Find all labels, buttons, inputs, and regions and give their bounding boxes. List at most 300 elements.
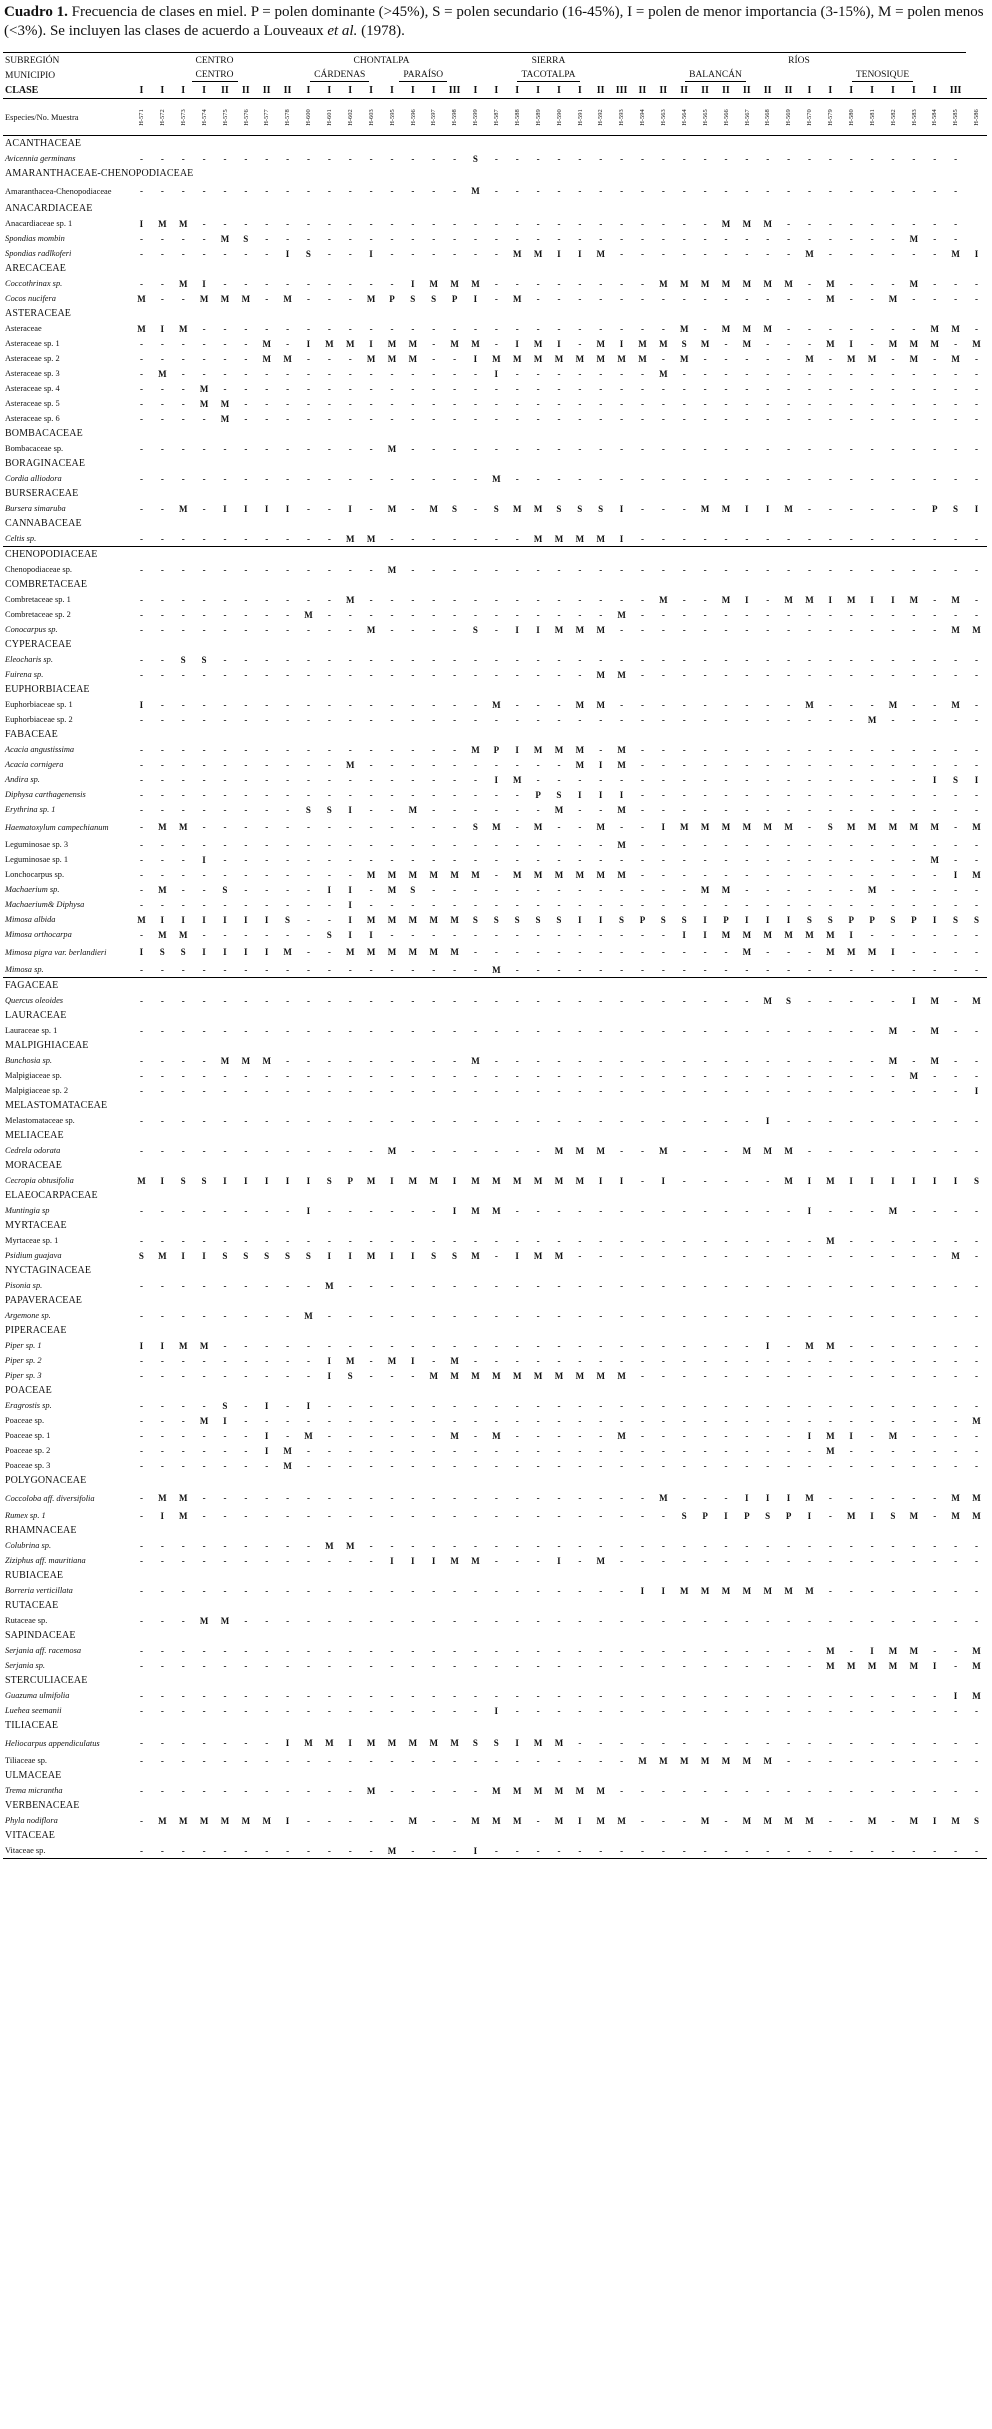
frequency-cell: - [181,699,185,710]
frequency-cell: - [348,1555,352,1566]
frequency-cell: - [849,1115,853,1126]
frequency-cell: M [554,1785,564,1796]
sample-number: H-575 [221,109,229,126]
frequency-cell: - [703,1310,707,1321]
frequency-cell: - [348,1785,352,1796]
frequency-cell: - [306,1070,310,1081]
frequency-cell: - [369,1115,373,1126]
frequency-cell: - [766,1460,770,1471]
frequency-cell: - [620,1250,624,1261]
frequency-cell: - [766,1055,770,1066]
family-row [3,547,987,563]
frequency-cell: I [953,1690,958,1701]
frequency-cell: - [661,624,665,635]
frequency-cell: - [661,1355,665,1366]
species-name: Mimosa pigra var. berlandieri [5,947,107,957]
frequency-cell: M [617,609,626,620]
frequency-cell: - [870,1755,874,1766]
frequency-cell: - [975,1400,978,1411]
species-row [3,1703,987,1718]
clase-cell: II [757,83,778,99]
frequency-cell: - [306,995,310,1006]
frequency-cell: - [682,1025,686,1036]
species-name: Poaceae sp. 1 [5,1431,51,1440]
frequency-cell: - [306,353,310,364]
family-row [3,166,987,181]
frequency-cell: - [432,398,436,409]
frequency-cell: - [703,774,707,785]
frequency-cell: M [450,1430,459,1441]
frequency-cell: - [348,185,352,196]
clase-cell: II [695,83,716,99]
frequency-cell: M [575,869,585,880]
frequency-cell: - [620,443,624,454]
frequency-cell: - [578,185,582,196]
frequency-cell: M [951,699,960,710]
species-row [3,1173,987,1188]
frequency-cell: M [158,368,167,379]
frequency-cell: - [766,1615,770,1626]
frequency-cell: - [912,1430,916,1441]
frequency-cell: - [223,624,227,635]
frequency-cell: M [721,1585,731,1596]
frequency-cell: - [620,995,624,1006]
frequency-cell: - [578,821,582,832]
frequency-cell: I [974,1085,979,1096]
frequency-cell: M [596,1145,605,1156]
frequency-cell: - [661,503,665,514]
frequency-cell: - [494,278,498,289]
frequency-cell: - [849,995,853,1006]
frequency-cell: - [160,1370,164,1381]
frequency-cell: - [181,1460,185,1471]
frequency-cell: - [578,714,582,725]
frequency-cell: - [369,564,373,575]
frequency-cell: - [954,789,958,800]
frequency-cell: - [695,1843,716,1859]
frequency-cell: - [390,995,394,1006]
sample-header-cell [736,99,757,136]
frequency-cell: - [327,914,331,925]
frequency-cell: - [223,744,227,755]
sample-header-cell [945,99,966,136]
frequency-cell: - [181,233,185,244]
family-name: BURSERACEAE [5,488,79,499]
clase-cell: II [736,83,757,99]
frequency-cell: - [494,293,498,304]
frequency-cell: M [972,1492,981,1503]
frequency-cell: - [828,624,832,635]
frequency-cell: M [199,398,209,409]
frequency-cell: - [348,839,352,850]
frequency-cell: - [954,1755,958,1766]
frequency-cell: - [870,624,874,635]
frequency-cell: - [557,153,561,164]
frequency-cell: - [891,1555,895,1566]
frequency-cell: - [578,669,582,680]
frequency-cell: - [807,533,811,544]
family-name: MORACEAE [5,1160,62,1171]
frequency-cell: M [408,1175,418,1186]
frequency-cell: - [327,821,331,832]
frequency-cell: - [640,1175,644,1186]
frequency-cell: - [411,1280,415,1291]
frequency-cell: - [139,1445,143,1456]
frequency-cell: - [766,368,770,379]
frequency-cell: - [181,443,185,454]
frequency-cell: - [265,804,269,815]
species-row [3,1083,987,1098]
frequency-cell: - [244,383,248,394]
frequency-cell: - [265,368,269,379]
species-row [3,231,987,246]
frequency-cell: - [432,1070,436,1081]
frequency-cell: - [265,1070,269,1081]
frequency-cell: - [682,1815,686,1826]
frequency-cell: - [703,1690,707,1701]
species-row [3,1278,987,1293]
frequency-cell: - [703,1555,707,1566]
frequency-cell: - [202,1645,206,1656]
family-name: MYRTACEAE [5,1220,67,1231]
frequency-cell: - [849,1400,853,1411]
clase-cell: I [382,83,403,99]
frequency-cell: - [954,1415,958,1426]
frequency-cell: - [912,1705,916,1716]
frequency-cell: - [202,1145,206,1156]
frequency-cell: - [202,669,206,680]
frequency-cell: - [515,185,519,196]
species-row [3,396,987,411]
frequency-cell: - [327,1085,331,1096]
frequency-cell: - [703,654,707,665]
frequency-cell: - [807,1310,811,1321]
frequency-cell: - [578,1510,582,1521]
frequency-cell: - [536,398,540,409]
frequency-cell: - [286,821,290,832]
frequency-cell: - [849,1310,853,1321]
frequency-cell: - [703,368,707,379]
frequency-cell: - [348,1660,352,1671]
frequency-cell: - [724,759,728,770]
frequency-cell: - [807,383,811,394]
sample-number: H-599 [471,109,479,126]
frequency-cell: - [265,899,269,910]
frequency-cell: - [640,594,644,605]
frequency-cell: - [139,1145,143,1156]
frequency-cell: - [432,774,436,785]
frequency-cell: - [286,564,290,575]
frequency-cell: - [327,1785,331,1796]
frequency-cell: - [265,869,269,880]
frequency-cell: - [473,413,477,424]
frequency-cell: - [286,1355,290,1366]
subregion-name: CHONTALPA [353,55,410,66]
frequency-cell: - [223,443,227,454]
frequency-cell: - [682,248,686,259]
frequency-cell: M [742,821,752,832]
frequency-cell: I [786,914,791,925]
frequency-cell: - [703,1340,707,1351]
family-name: MELIACEAE [5,1130,64,1141]
frequency-cell: - [411,1085,415,1096]
frequency-cell: - [787,293,791,304]
frequency-cell: - [432,1460,436,1471]
frequency-cell: - [244,1310,248,1321]
frequency-cell: - [724,338,728,349]
frequency-cell: - [432,443,436,454]
frequency-cell: - [620,368,624,379]
frequency-cell: - [849,654,853,665]
frequency-cell: - [954,293,958,304]
frequency-cell: I [974,248,979,259]
sample-header-cell [632,99,653,136]
frequency-cell: - [828,1115,832,1126]
frequency-cell: M [512,248,522,259]
frequency-cell: M [596,624,605,635]
frequency-cell: - [390,383,394,394]
frequency-cell: - [390,854,394,865]
frequency-cell: - [160,153,164,164]
sample-header-cell [235,99,256,136]
frequency-cell: - [640,218,644,229]
frequency-cell: I [870,1175,874,1186]
frequency-cell: M [596,699,605,710]
frequency-cell: - [473,1645,477,1656]
frequency-cell: - [369,383,373,394]
frequency-cell: - [244,413,248,424]
frequency-cell: - [244,669,248,680]
frequency-cell: - [736,1843,757,1859]
subregion-header-cell [298,53,465,69]
frequency-cell: - [139,1370,143,1381]
species-row [3,381,987,396]
sample-number: H-563 [659,109,667,126]
frequency-cell: - [787,338,791,349]
frequency-cell: - [369,669,373,680]
species-row [3,742,987,757]
frequency-cell: - [557,594,561,605]
frequency-cell: - [536,1415,540,1426]
frequency-cell: I [264,1175,269,1186]
frequency-cell: - [620,383,624,394]
frequency-cell: M [366,1785,376,1796]
family-row [3,682,987,697]
family-name: POLYGONACEAE [5,1475,87,1486]
frequency-cell: - [640,1280,644,1291]
frequency-cell: - [265,1510,269,1521]
frequency-cell: - [745,714,749,725]
subregion-name: CENTRO [195,55,234,66]
frequency-cell: - [724,1055,728,1066]
frequency-cell: - [849,1540,853,1551]
sample-number: H-596 [409,109,417,126]
frequency-cell: - [306,946,310,957]
frequency-cell: - [828,1785,832,1796]
frequency-cell: - [139,1690,143,1701]
frequency-cell: - [432,1310,436,1321]
frequency-cell: I [578,914,582,925]
frequency-cell: - [202,1755,206,1766]
frequency-cell: - [640,1055,644,1066]
frequency-cell: - [620,821,624,832]
family-name: RUBIACEAE [5,1570,64,1581]
frequency-cell: - [453,398,457,409]
frequency-cell: - [265,1540,269,1551]
frequency-cell: - [473,929,477,940]
frequency-cell: M [304,609,313,620]
frequency-cell: - [682,1310,686,1321]
frequency-cell: M [366,869,376,880]
frequency-cell: M [826,278,835,289]
frequency-cell: I [264,1400,269,1411]
frequency-cell: - [620,1340,624,1351]
species-row [3,1733,987,1753]
frequency-cell: - [515,804,519,815]
sample-header-cell [444,99,465,136]
frequency-cell: M [951,248,960,259]
frequency-cell: - [640,185,644,196]
frequency-cell: - [870,1115,874,1126]
frequency-cell: - [181,353,185,364]
frequency-cell: - [453,185,457,196]
frequency-cell: - [306,1660,310,1671]
frequency-cell: - [139,1235,143,1246]
frequency-cell: - [640,278,644,289]
frequency-cell: - [536,1115,540,1126]
frequency-cell: - [870,774,874,785]
frequency-cell: - [745,1310,749,1321]
frequency-cell: - [223,368,227,379]
frequency-cell: M [784,278,793,289]
frequency-cell: - [411,854,415,865]
frequency-cell: - [975,1055,978,1066]
frequency-cell: M [596,248,605,259]
frequency-cell: - [841,1843,862,1859]
sample-number: H-590 [555,109,563,126]
frequency-cell: - [933,1445,937,1456]
frequency-cell: - [933,1235,937,1246]
frequency-cell: - [766,1430,770,1441]
sample-header-cell [590,99,611,136]
frequency-cell: - [411,398,415,409]
frequency-cell: - [473,248,477,259]
frequency-cell: I [465,1843,486,1859]
frequency-cell: - [139,1815,143,1826]
frequency-cell: - [202,1705,206,1716]
frequency-cell: M [638,353,647,364]
frequency-cell: - [306,1055,310,1066]
frequency-cell: - [181,804,185,815]
frequency-cell: - [661,1690,665,1701]
clase-cell: I [423,83,444,99]
frequency-cell: - [661,929,665,940]
species-row [3,1233,987,1248]
frequency-cell: - [453,995,457,1006]
family-name: STERCULIACEAE [5,1675,88,1686]
frequency-cell: - [160,278,164,289]
frequency-cell: - [745,1025,749,1036]
frequency-cell: - [912,1250,916,1261]
frequency-cell: - [244,185,248,196]
frequency-cell: - [849,759,853,770]
sample-number: H-571 [137,109,145,126]
frequency-cell: - [682,1205,686,1216]
frequency-cell: - [432,1355,436,1366]
frequency-cell: - [724,1737,728,1748]
frequency-cell: - [870,789,874,800]
frequency-cell: - [849,1085,853,1096]
frequency-cell: - [286,1310,290,1321]
frequency-cell: - [912,383,916,394]
frequency-cell: - [515,153,519,164]
frequency-cell: - [244,1025,248,1036]
frequency-cell: - [139,624,143,635]
frequency-cell: - [348,383,352,394]
frequency-cell: - [223,564,227,575]
family-row [3,1473,987,1488]
frequency-cell: M [888,1025,898,1036]
frequency-cell: S [827,914,833,925]
frequency-cell: - [891,153,895,164]
frequency-cell: - [933,899,937,910]
frequency-cell: - [536,929,540,940]
frequency-cell: - [849,185,853,196]
frequency-cell: - [306,929,310,940]
frequency-cell: - [661,1660,665,1671]
frequency-cell: - [160,233,164,244]
frequency-cell: - [599,1645,603,1656]
frequency-cell: - [954,995,958,1006]
frequency-cell: - [912,759,916,770]
frequency-cell: - [807,774,811,785]
frequency-cell: - [891,1115,895,1126]
frequency-cell: - [828,1510,832,1521]
family-row [3,1383,987,1398]
frequency-cell: M [888,1055,898,1066]
frequency-cell: M [700,278,710,289]
frequency-cell: - [828,1815,832,1826]
frequency-cell: S [493,1737,499,1748]
frequency-cell: - [202,443,206,454]
frequency-cell: M [679,821,689,832]
frequency-cell: - [473,473,477,484]
frequency-cell: - [682,624,686,635]
sample-number: H-591 [576,109,584,126]
frequency-cell: - [202,1785,206,1796]
frequency-cell: - [515,946,519,957]
frequency-cell: M [450,278,459,289]
frequency-cell: - [306,564,310,575]
municipio-header-cell [799,68,966,83]
frequency-cell: M [408,914,418,925]
frequency-cell: M [951,594,960,605]
frequency-cell: - [557,1235,561,1246]
frequency-cell: M [345,338,355,349]
frequency-cell: I [244,503,248,514]
frequency-cell: - [327,869,331,880]
frequency-cell: - [327,669,331,680]
species-name: Argemone sp. [5,1311,51,1320]
frequency-cell: I [139,699,144,710]
frequency-cell: - [536,1815,540,1826]
frequency-cell: - [975,1615,978,1626]
frequency-cell: - [912,1400,916,1411]
frequency-cell: - [870,293,874,304]
frequency-cell: - [265,1492,269,1503]
municipio-header-cell [131,68,298,83]
frequency-cell: - [703,398,707,409]
